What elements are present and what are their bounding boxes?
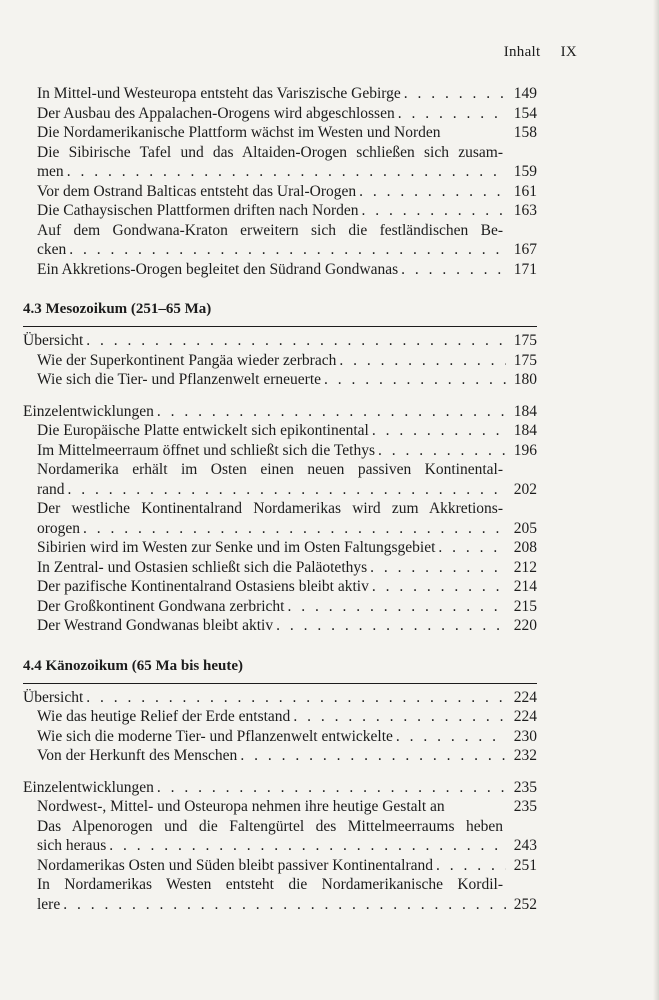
dot-leader: [63, 895, 506, 915]
toc-page-number: 163: [513, 202, 537, 219]
dot-leader: [362, 201, 506, 221]
page-edge-shadow: [653, 0, 659, 1000]
toc-entry-title-continuation: lere: [37, 895, 61, 913]
toc-entry[interactable]: [23, 260, 537, 280]
toc-page-number: 252: [513, 895, 537, 913]
toc-entry-title: In Nordamerikas Westen entsteht die Nordamerikanische Kordil-: [37, 876, 503, 893]
toc-page-number: 235: [513, 778, 537, 796]
toc-page-number: 235: [513, 798, 537, 815]
dot-leader: [293, 707, 506, 727]
toc-entry[interactable]: [23, 797, 537, 817]
toc-entry-title: Der Ausbau des Appalachen-Orogens wird abgeschlossen: [37, 104, 395, 122]
dot-leader: [83, 519, 506, 539]
toc-page-number: 175: [513, 351, 537, 369]
toc-entry-title: Übersicht: [23, 688, 84, 706]
toc-entry[interactable]: [23, 746, 537, 766]
toc-entry-title: Ein Akkretions-Orogen begleitet den Südrand Gondwanas: [37, 260, 399, 278]
dot-leader: [359, 182, 506, 202]
toc-entry[interactable]: [23, 351, 537, 371]
toc-entry-title: Wie das heutige Relief der Erde entstand: [37, 708, 291, 725]
toc-entry[interactable]: [23, 182, 537, 202]
toc-entry[interactable]: [23, 143, 537, 182]
toc-entry[interactable]: [23, 221, 537, 260]
toc-entry[interactable]: [23, 499, 537, 538]
toc-page-number: 224: [513, 708, 537, 725]
toc-entry[interactable]: [23, 421, 537, 441]
toc-entry-title: Wie sich die moderne Tier- und Pflanzenwelt entwickelte: [37, 727, 393, 745]
toc-entry-title: Die Nordamerikanische Plattform wächst im Westen und Norden: [37, 124, 441, 141]
toc-page-number: 220: [513, 617, 537, 634]
toc-entry-title: Die Europäische Platte entwickelt sich epikontinental: [37, 422, 369, 439]
toc-page-number: 175: [513, 332, 537, 349]
toc-entry[interactable]: [23, 538, 537, 558]
dot-leader: [372, 577, 506, 597]
dot-leader: [398, 104, 506, 124]
table-of-contents: [23, 84, 537, 914]
toc-entry-title-continuation: rand: [37, 480, 65, 498]
toc-entry-title: Wie sich die Tier- und Pflanzenwelt erneuerte: [37, 371, 322, 388]
toc-page-number: 205: [513, 519, 537, 537]
toc-entry[interactable]: [23, 441, 537, 461]
toc-entry-title: Übersicht: [23, 332, 84, 349]
dot-leader: [240, 746, 506, 766]
toc-entry[interactable]: [23, 778, 537, 798]
toc-page-number: 161: [513, 182, 537, 200]
dot-leader: [68, 480, 506, 500]
dot-leader: [324, 370, 506, 390]
toc-page-number: 154: [513, 104, 537, 122]
toc-entry[interactable]: [23, 123, 537, 143]
toc-entry[interactable]: [23, 875, 537, 914]
dot-leader: [69, 240, 506, 260]
toc-page-number: 251: [513, 856, 537, 874]
toc-entry[interactable]: [23, 370, 537, 390]
header-section: Inhalt: [503, 44, 541, 60]
toc-entry-title: Nordamerika erhält im Osten einen neuen passiven Kontinental-: [37, 461, 503, 478]
dot-leader: [157, 402, 506, 422]
toc-entry[interactable]: [23, 402, 537, 422]
toc-page-number: 214: [513, 578, 537, 595]
toc-entry-title: Wie der Superkontinent Pangäa wieder zerbrach: [37, 351, 337, 369]
toc-entry-title-continuation: cken: [37, 241, 67, 258]
toc-entry-title: Sibirien wird im Westen zur Senke und im Osten Faltungsgebiet: [37, 539, 436, 556]
toc-entry-title: Nordwest-, Mittel- und Osteuropa nehmen ihre heutige Gestalt an: [37, 798, 445, 815]
toc-page-number: 212: [513, 558, 537, 576]
dot-leader: [378, 441, 506, 461]
toc-page-number: 184: [513, 422, 537, 439]
dot-leader: [288, 597, 507, 617]
toc-entry-title: Vor dem Ostrand Balticas entsteht das Ural-Orogen: [37, 182, 357, 200]
section-heading: 4.3 Mesozoikum (251–65 Ma): [23, 301, 212, 317]
toc-entry[interactable]: [23, 104, 537, 124]
toc-page-number: 180: [513, 371, 537, 388]
toc-entry-title: Einzelentwicklungen: [23, 402, 154, 420]
toc-page-number: 230: [513, 727, 537, 745]
toc-entry-title: Von der Herkunft des Menschen: [37, 747, 238, 764]
dot-leader: [339, 351, 506, 371]
toc-entry[interactable]: [23, 84, 537, 104]
header-page-number: IX: [560, 44, 577, 60]
toc-entry[interactable]: [23, 707, 537, 727]
section-divider: [23, 683, 537, 684]
toc-entry-title: Nordamerikas Osten und Süden bleibt passiver Kontinentalrand: [37, 856, 434, 874]
toc-entry[interactable]: [23, 616, 537, 636]
toc-page-number: 215: [513, 597, 537, 615]
toc-entry[interactable]: [23, 201, 537, 221]
toc-entry[interactable]: [23, 558, 537, 578]
toc-page-number: 167: [513, 241, 537, 258]
running-header: [504, 44, 577, 61]
toc-page-number: 159: [513, 163, 537, 180]
toc-page-number: 232: [513, 747, 537, 764]
toc-page-number: 208: [513, 539, 537, 556]
toc-page-number: 171: [513, 260, 537, 278]
dot-leader: [438, 538, 506, 558]
toc-entry-title: Der Großkontinent Gondwana zerbricht: [37, 597, 285, 615]
toc-page-number: 196: [513, 441, 537, 459]
toc-entry-title: Der Westrand Gondwanas bleibt aktiv: [37, 617, 274, 634]
toc-entry[interactable]: [23, 688, 537, 708]
toc-entry[interactable]: [23, 460, 537, 499]
toc-page-number: 202: [513, 480, 537, 498]
dot-leader: [370, 558, 506, 578]
section-divider: [23, 326, 537, 327]
toc-entry-title: Der westliche Kontinentalrand Nordamerikas wird zum Akkretions-: [37, 500, 503, 517]
dot-leader: [86, 331, 506, 351]
toc-entry[interactable]: [23, 856, 537, 876]
section-heading: 4.4 Känozoikum (65 Ma bis heute): [23, 657, 244, 674]
toc-entry[interactable]: [23, 331, 537, 351]
dot-leader: [372, 421, 506, 441]
toc-page-number: 224: [513, 688, 537, 706]
toc-entry-title: In Mittel-und Westeuropa entsteht das Variszische Gebirge: [37, 85, 401, 102]
dot-leader: [67, 162, 506, 182]
toc-page-number: 149: [513, 85, 537, 102]
toc-entry-title: Auf dem Gondwana-Kraton erweitern sich die festländischen Be-: [37, 221, 503, 239]
toc-entry[interactable]: [23, 577, 537, 597]
toc-entry-title-continuation: sich heraus: [37, 837, 107, 854]
dot-leader: [436, 856, 506, 876]
dot-leader: [401, 260, 506, 280]
toc-entry-title: Im Mittelmeerraum öffnet und schließt sich die Tethys: [37, 441, 375, 459]
toc-entry-title: Die Cathaysischen Plattformen driften nach Norden: [37, 202, 359, 219]
toc-entry[interactable]: [23, 727, 537, 747]
toc-entry[interactable]: [23, 817, 537, 856]
toc-page-number: 243: [513, 837, 537, 854]
dot-leader: [404, 84, 506, 104]
toc-entry-title: Der pazifische Kontinentalrand Ostasiens bleibt aktiv: [37, 578, 369, 595]
toc-entry[interactable]: [23, 597, 537, 617]
dot-leader: [276, 616, 506, 636]
toc-entry-title: In Zentral- und Ostasien schließt sich die Paläotethys: [37, 558, 368, 576]
dot-leader: [157, 778, 506, 798]
toc-entry-title-continuation: men: [37, 163, 64, 180]
dot-leader: [86, 688, 506, 708]
toc-entry-title: Das Alpenorogen und die Faltengürtel des Mittelmeerraums heben: [37, 817, 503, 835]
toc-entry-title-continuation: orogen: [37, 519, 81, 537]
toc-entry-title: Einzelentwicklungen: [23, 778, 154, 796]
toc-entry-title: Die Sibirische Tafel und das Altaiden-Orogen schließen sich zusam-: [37, 143, 503, 161]
toc-page-number: 184: [513, 402, 537, 420]
dot-leader: [396, 727, 506, 747]
toc-page-number: 158: [513, 124, 537, 141]
dot-leader: [109, 836, 506, 856]
